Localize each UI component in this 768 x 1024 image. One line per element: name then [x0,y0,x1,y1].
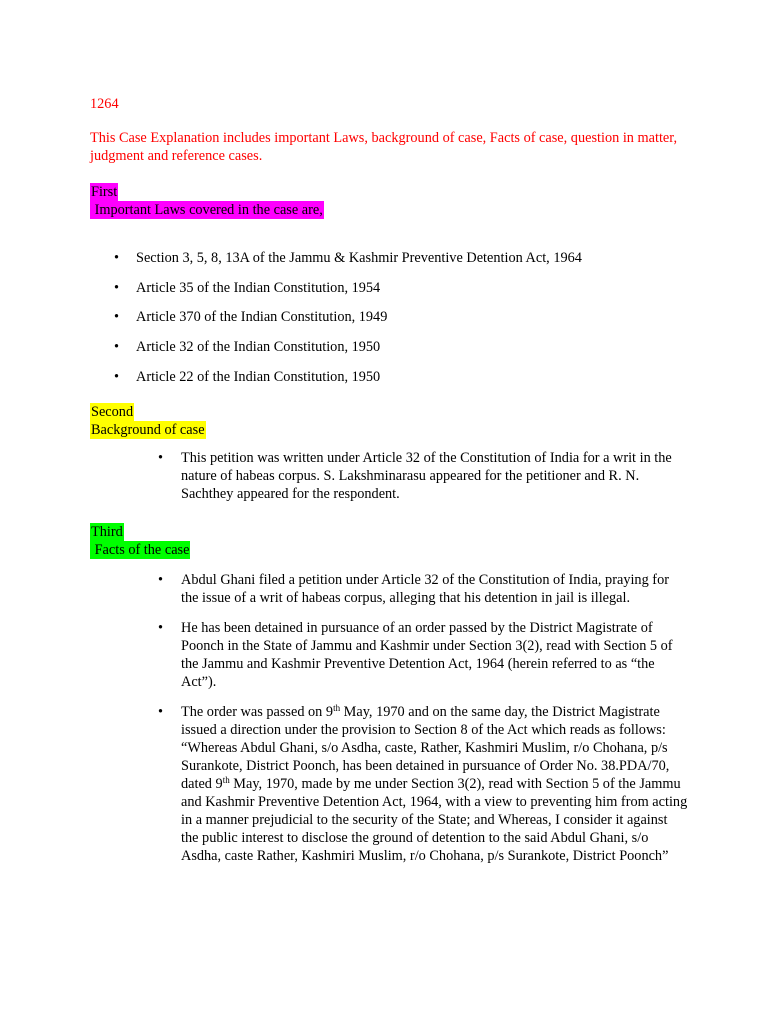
bullet-icon: • [114,309,120,326]
bullet-icon: • [114,339,120,356]
section-third-heading [90,523,190,559]
list-item: • The order was passed on 9th May, 1970 and on the same day, the District Magistrate issued a direction under the provision to Section 8 of the Act which reads as follows: “Whereas Abdul Ghani, s/o Asdha, caste, Rather, Kashmiri Muslim, r/o Chohana, p/s Surankote, District Poonch, has been detained in pursuance of Order No. 38.PDA/70, dated 9th May, 1970, made by me under Section 3(2), read with Section 5 of the Jammu and Kashmir Preventive Detention Act, 1964, with a view to preventing him from acting in a manner prejudicial to the security of the State; and Whereas, I consider it against the public interest to disclose the ground of detention to the said Abdul Ghani, s/o Asdha, caste Rather, Kashmiri Muslim, r/o Chohana, p/s Surankote, District Poonch” [158,703,688,864]
background-list [158,449,688,515]
bullet-icon: • [114,279,120,296]
bullet-icon: • [158,572,164,588]
list-item: • He has been detained in pursuance of an order passed by the District Magistrate of Poonch in the State of Jammu and Kashmir under Section 3(2), read with Section 5 of the Jammu and Kashmir Preventive Detention Act, 1964 (herein referred to as “the Act”). [158,620,673,690]
list-item: • Article 370 of the Indian Constitution, 1949 [114,309,388,326]
list-item: • Section 3, 5, 8, 13A of the Jammu & Kashmir Preventive Detention Act, 1964 [114,250,582,266]
section-second-title: Background of case [91,422,205,438]
list-item: • This petition was written under Article 32 of the Constitution of India for a writ in the nature of habeas corpus. S. Lakshminarasu appeared for the petitioner and R. N. Sachthey appeared for the respondent. [158,450,672,502]
section-first-label: First [91,184,118,200]
bullet-icon: • [158,450,164,466]
list-item: • Article 32 of the Indian Constitution, 1950 [114,339,381,356]
list-item: • Article 35 of the Indian Constitution, 1954 [114,279,381,296]
section-first-heading [90,183,324,219]
section-third-label: Third [91,524,123,540]
section-second-heading [90,403,206,439]
section-first-title: Important Laws covered in the case are, [91,202,323,218]
section-second-label: Second [91,404,134,420]
page-number: 1264 [90,96,119,112]
facts-list [158,571,688,877]
bullet-icon: • [158,704,164,720]
list-item: • Article 22 of the Indian Constitution, 1950 [114,368,381,385]
bullet-icon: • [114,368,120,385]
important-laws-list [114,249,734,397]
list-item: • Abdul Ghani filed a petition under Article 32 of the Constitution of India, praying for the issue of a writ of habeas corpus, alleging that his detention in jail is illegal. [158,572,669,606]
intro-paragraph: This Case Explanation includes important Laws, background of case, Facts of case, question in matter, judgment and reference cases. [90,130,678,164]
bullet-icon: • [158,620,164,636]
section-third-title: Facts of the case [91,542,190,558]
bullet-icon: • [114,250,120,266]
